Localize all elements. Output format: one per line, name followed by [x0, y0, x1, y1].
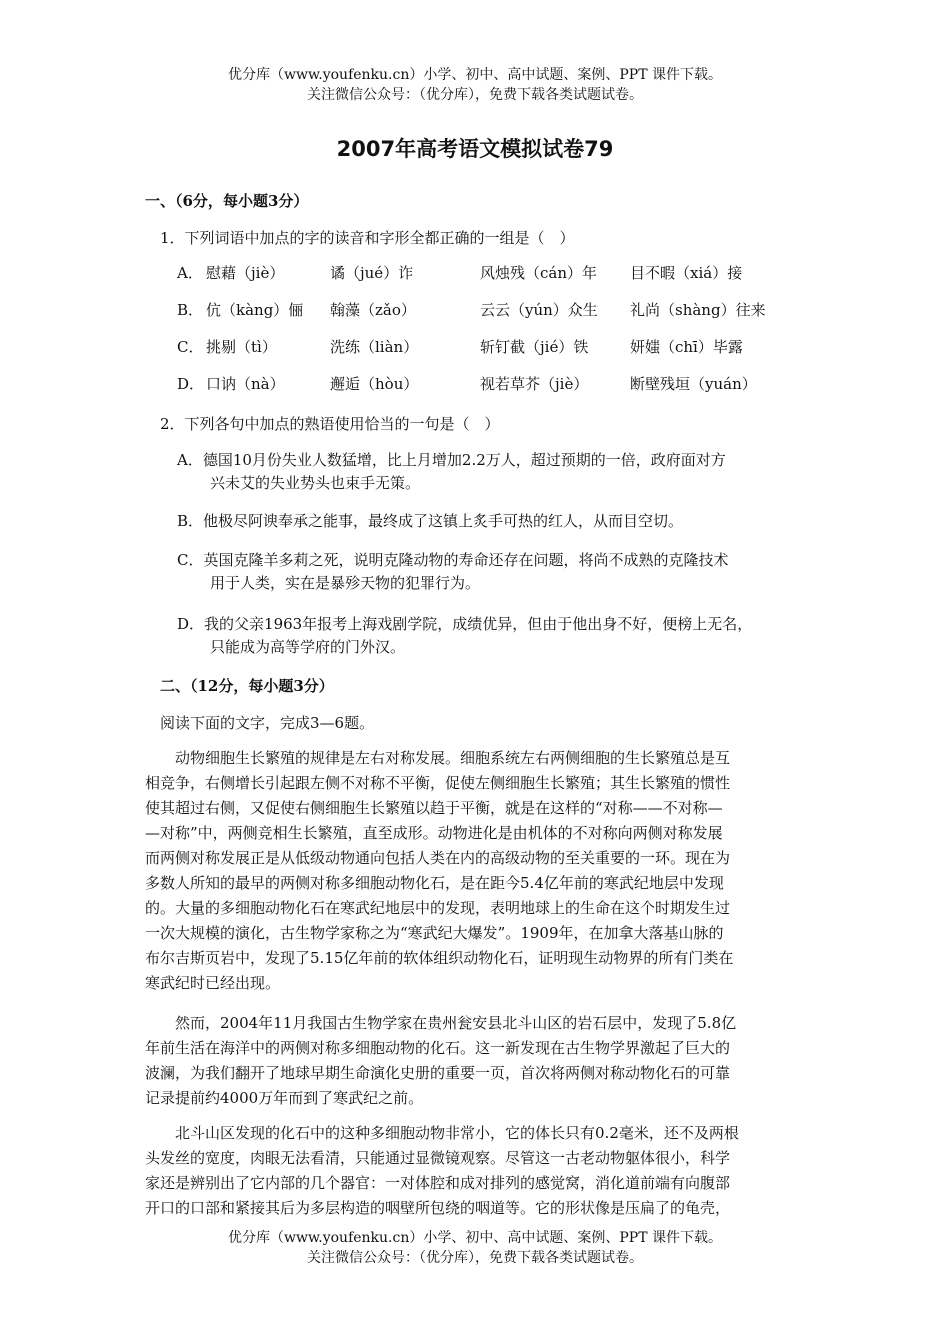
header-line-2: 关注微信公众号：（优分库），免费下载各类试题试卷。: [307, 87, 643, 103]
p1-line: 而两侧对称发展正是从低级动物通向包括人类在内的高级动物的至关重要的一环。现在为: [145, 849, 731, 867]
q1-option-c-1: 挑剔（tì）: [206, 338, 277, 356]
p1-line: 布尔吉斯页岩中，发现了5.15亿年前的软体组织动物化石，证明现生动物界的所有门类在: [145, 949, 734, 967]
passage-paragraph-2: [145, 1011, 805, 1111]
q1-option-b-4: 礼尚（shàng）往来: [630, 301, 766, 319]
p3-line: 开口的口部和紧接其后为多层构造的咽壁所包绕的咽道等。它的形状像是压扁了的龟壳，: [145, 1199, 731, 1217]
page-title: 2007年高考语文模拟试卷79: [336, 137, 614, 161]
p2-line: 然而，2004年11月我国古生物学家在贵州瓮安县北斗山区的岩石层中，发现了5.8亿: [175, 1014, 737, 1032]
p3-line: 家还是辨别出了它内部的几个器官：一对体腔和成对排列的感觉窝，消化道前端有向腹部: [145, 1174, 731, 1192]
q1-option-d-4: 断壁残垣（yuán）: [630, 375, 757, 393]
p1-line: 寒武纪时已经出现。: [145, 974, 281, 992]
q1-option-d-1: 口讷（nà）: [206, 375, 285, 393]
passage-paragraph-1: [145, 746, 805, 996]
p1-line: 相竞争，右侧增长引起跟左侧不对称不平衡，促使左侧细胞生长繁殖；其生长繁殖的惯性: [145, 774, 731, 792]
p2-line: 波澜，为我们翻开了地球早期生命演化史册的重要一页，首次将两侧对称动物化石的可靠: [145, 1064, 731, 1082]
footer-line-2: 关注微信公众号：（优分库），免费下载各类试题试卷。: [307, 1250, 643, 1266]
q1-option-a-1: 慰藉（jiè）: [206, 264, 285, 282]
q1-option-d-3: 视若草芥（jiè）: [480, 375, 589, 393]
q1-option-b-2: 翰藻（zǎo）: [330, 301, 416, 319]
q1-option-c-4: 妍媸（chī）毕露: [630, 338, 743, 356]
q2-option-b: B．他极尽阿谀奉承之能事，最终成了这镇上炙手可热的红人，从而目空切。: [177, 512, 684, 530]
q1-option-c-2: 洗练（liàn）: [330, 338, 419, 356]
q2-option-d-line2: 只能成为高等学府的门外汉。: [210, 638, 406, 656]
q2-option-c-line2: 用于人类，实在是暴殄天物的犯罪行为。: [210, 574, 481, 592]
p1-line: 使其超过右侧，又促使右侧细胞生长繁殖以趋于平衡，就是在这样的“对称——不对称—: [145, 799, 723, 817]
q2-option-d-line1: D．我的父亲1963年报考上海戏剧学院，成绩优异，但由于他出身不好，便榜上无名，: [177, 615, 753, 633]
q1-option-b-3: 云云（yún）众生: [480, 301, 598, 319]
q1-option-c-label: C．: [177, 338, 204, 356]
p3-line: 头发丝的宽度，肉眼无法看清，只能通过显微镜观察。尽管这一古老动物躯体很小，科学: [145, 1149, 731, 1167]
p2-line: 年前生活在海洋中的两侧对称多细胞动物的化石。这一新发现在古生物学界激起了巨大的: [145, 1039, 731, 1057]
question-1-stem: 1．下列词语中加点的字的读音和字形全都正确的一组是（ ）: [160, 229, 575, 247]
q2-option-a-line1: A．德国10月份失业人数猛增，比上月增加2.2万人，超过预期的一倍，政府面对方: [177, 451, 726, 469]
passage-paragraph-3: [145, 1121, 805, 1221]
question-2-stem: 2．下列各句中加点的熟语使用恰当的一句是（ ）: [160, 415, 500, 433]
q1-option-d-label: D．: [177, 375, 205, 393]
section-1-heading: 一、（6分，每小题3分）: [145, 192, 309, 210]
q1-option-d-2: 邂逅（hòu）: [330, 375, 419, 393]
reading-intro: 阅读下面的文字，完成3—6题。: [160, 714, 375, 732]
p1-line: 动物细胞生长繁殖的规律是左右对称发展。细胞系统左右两侧细胞的生长繁殖总是互: [175, 749, 731, 767]
p1-line: —对称”中，两侧竞相生长繁殖，直至成形。动物进化是由机体的不对称向两侧对称发展: [145, 824, 723, 842]
section-2-heading: 二、（12分，每小题3分）: [160, 677, 334, 695]
p1-line: 一次大规模的演化，古生物学家称之为“寒武纪大爆发”。1909年，在加拿大落基山脉的: [145, 924, 724, 942]
q2-option-c-line1: C．英国克隆羊多莉之死，说明克隆动物的寿命还存在问题，将尚不成熟的克隆技术: [177, 551, 729, 569]
p3-line: 北斗山区发现的化石中的这种多细胞动物非常小，它的体长只有0.2毫米，还不及两根: [175, 1124, 739, 1142]
q1-option-a-2: 谲（jué）诈: [330, 264, 414, 282]
q1-option-b-1: 伉（kàng）俪: [206, 301, 304, 319]
header-line-1: 优分库（www.youfenku.cn）小学、初中、高中试题、案例、PPT 课件下载。: [227, 67, 722, 83]
q1-option-a-4: 目不暇（xiá）接: [630, 264, 743, 282]
q1-option-c-3: 斩钉截（jié）铁: [480, 338, 589, 356]
p1-line: 的。大量的多细胞动物化石在寒武纪地层中的发现，表明地球上的生命在这个时期发生过: [145, 899, 731, 917]
q2-option-a-line2: 兴未艾的失业势头也束手无策。: [210, 474, 421, 492]
p1-line: 多数人所知的最早的两侧对称多细胞动物化石，是在距今5.4亿年前的寒武纪地层中发现: [145, 874, 724, 892]
q1-option-a-3: 风烛残（cán）年: [480, 264, 598, 282]
footer-line-1: 优分库（www.youfenku.cn）小学、初中、高中试题、案例、PPT 课件下载。: [227, 1230, 722, 1246]
p2-line: 记录提前约4000万年而到了寒武纪之前。: [145, 1089, 424, 1107]
q1-option-a-label: A．: [177, 264, 203, 282]
q1-option-b-label: B．: [177, 301, 204, 319]
